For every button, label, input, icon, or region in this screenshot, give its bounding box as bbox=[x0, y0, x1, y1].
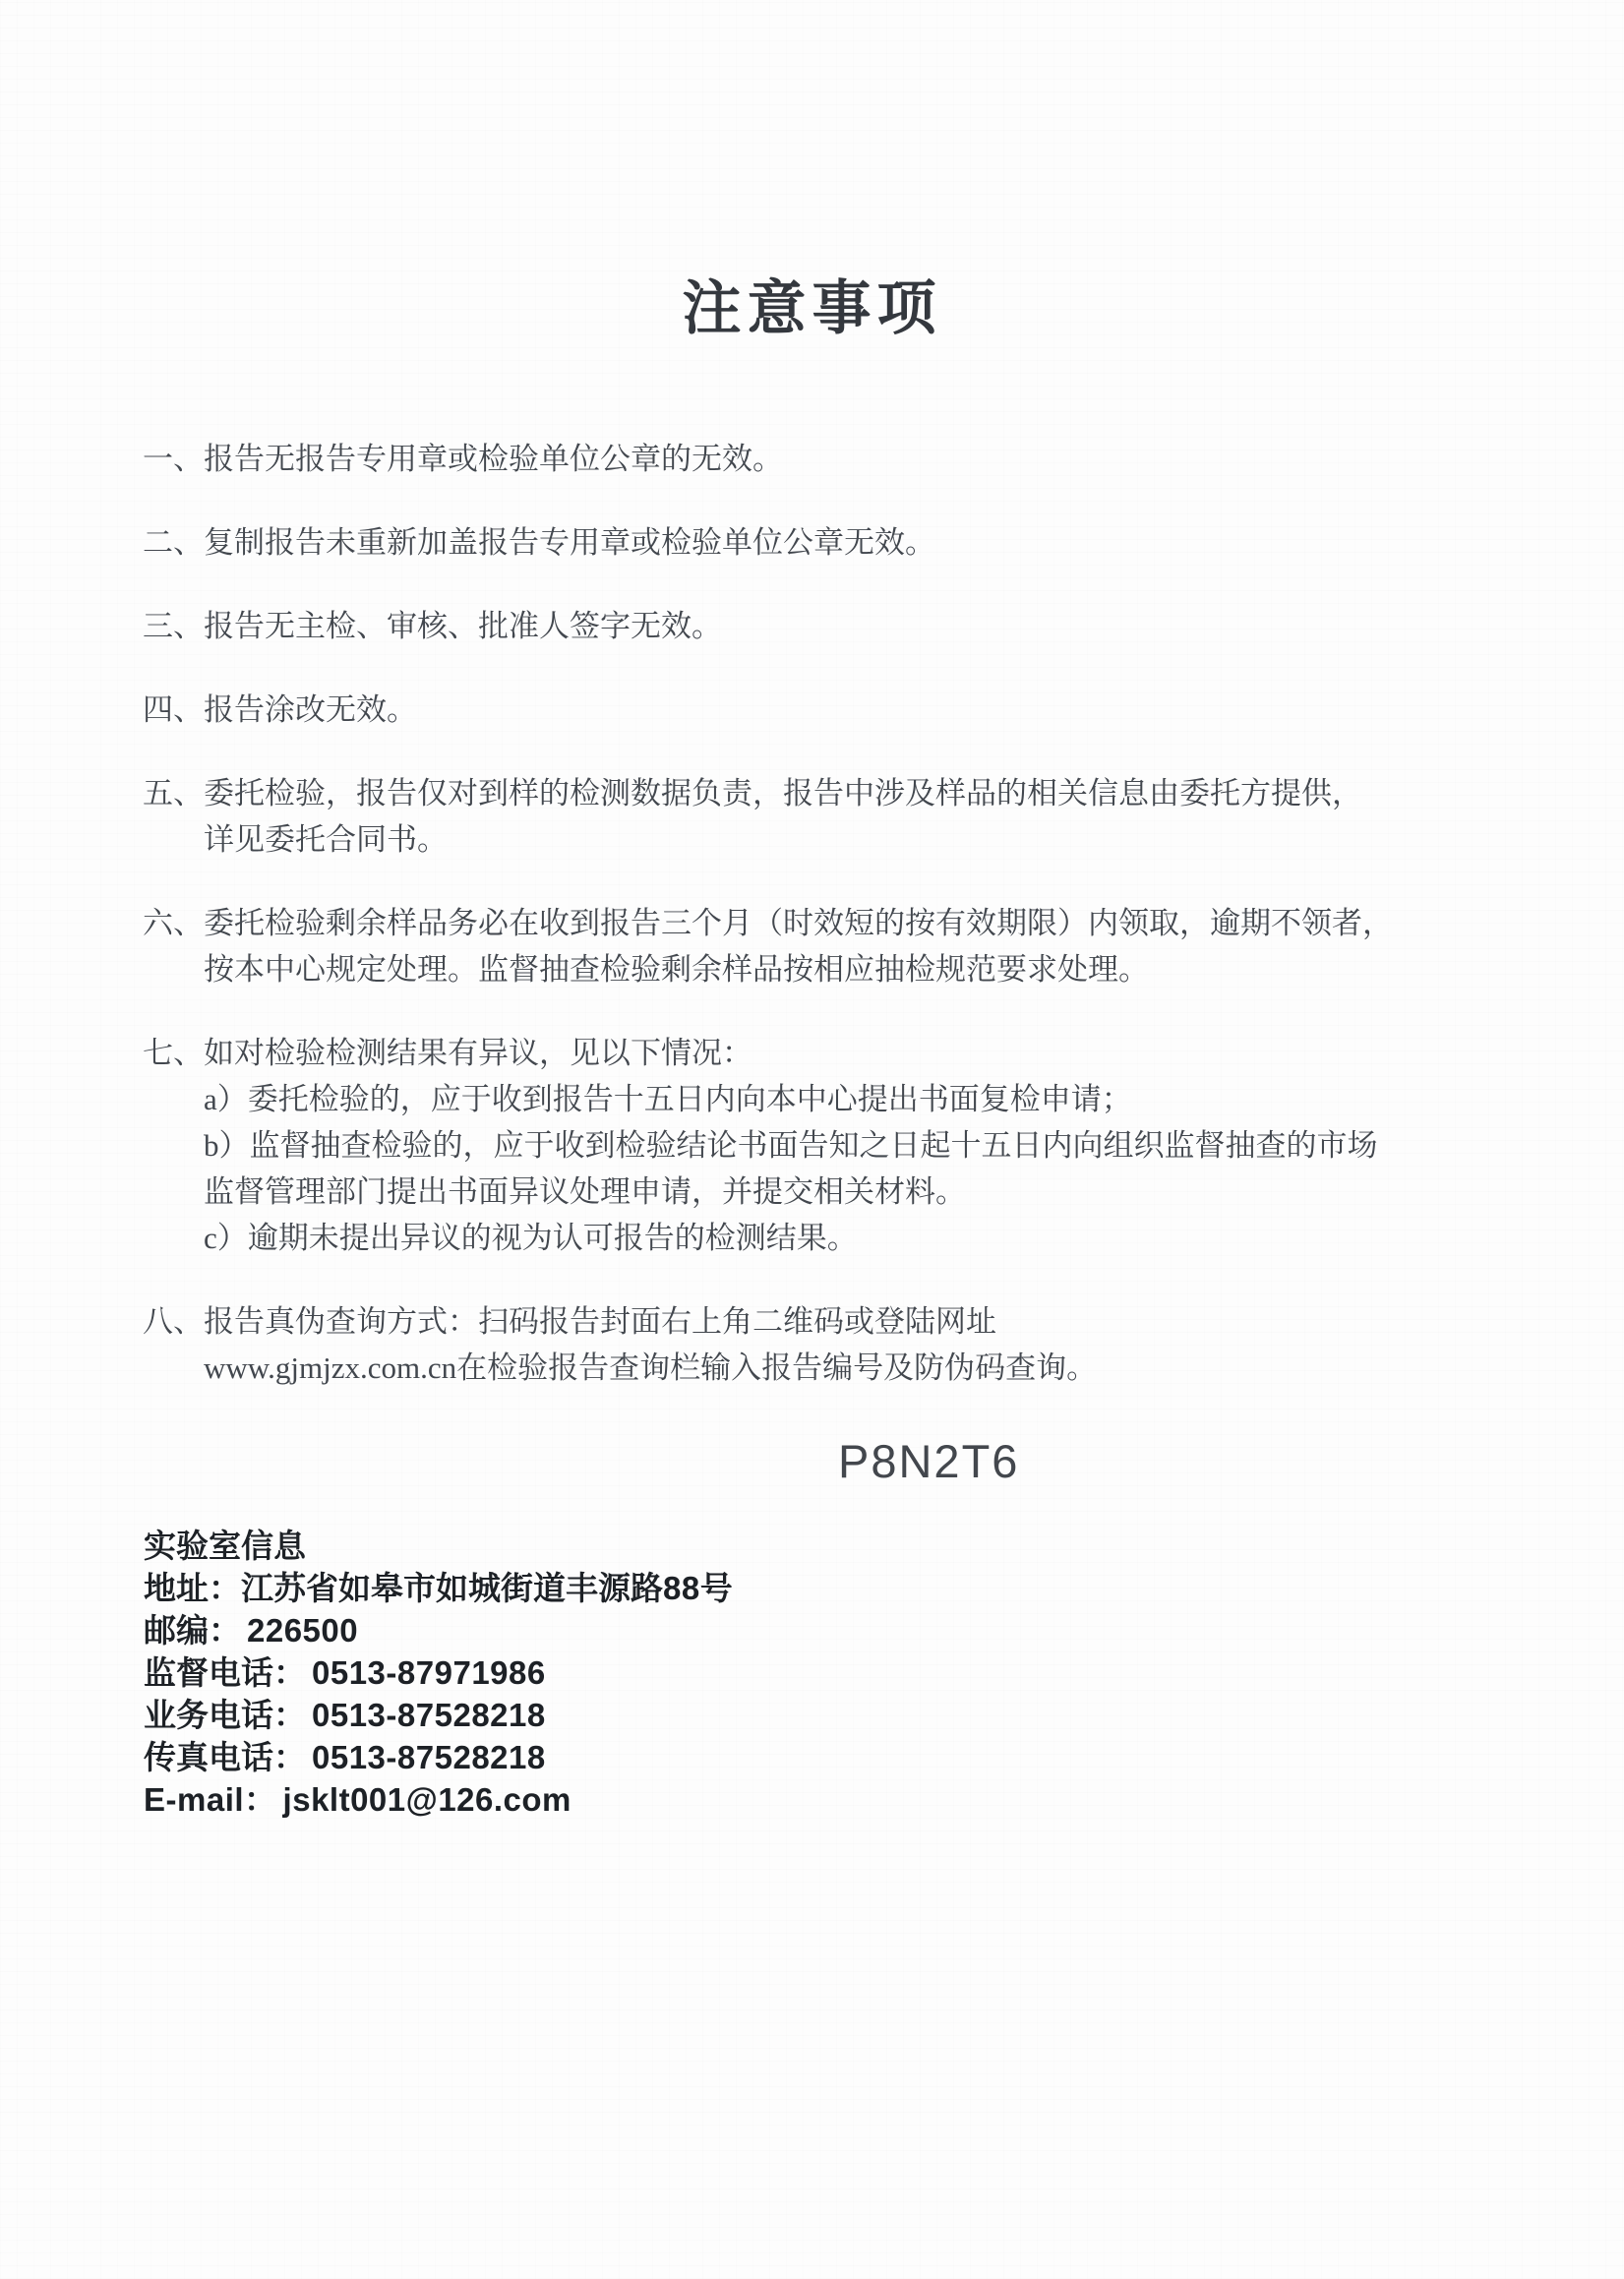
lab-address-label: 地址： bbox=[144, 1572, 241, 1607]
note-item-4 bbox=[143, 687, 1549, 733]
note-number: 五、 bbox=[143, 776, 204, 810]
lab-supervise-phone-label: 监督电话： bbox=[144, 1656, 306, 1692]
note-text: 委托检验剩余样品务必在收到报告三个月（时效短的按有效期限）内领取，逾期不领者， bbox=[204, 906, 1393, 940]
lab-business-phone-value: 0513-87528218 bbox=[312, 1697, 546, 1733]
lab-info-block bbox=[144, 1527, 733, 1822]
note-text: 委托检验，报告仅对到样的检测数据负责，报告中涉及样品的相关信息由委托方提供， bbox=[204, 776, 1362, 810]
note-text: 报告涂改无效。 bbox=[204, 692, 417, 727]
note-item-2 bbox=[143, 519, 1549, 566]
note-number: 一、 bbox=[143, 442, 204, 476]
note-item-3 bbox=[143, 603, 1549, 649]
note-text: 如对检验检测结果有异议，见以下情况： bbox=[204, 1036, 752, 1070]
page-title: 注意事项 bbox=[682, 275, 942, 341]
note-subitem-c: c）逾期未提出异议的视为认可报告的检测结果。 bbox=[204, 1221, 858, 1255]
note-verification-url: www.gjmjzx.com.cn在检验报告查询栏输入报告编号及防伪码查询。 bbox=[204, 1350, 1098, 1385]
note-item-6 bbox=[143, 900, 1549, 992]
note-subitem-a: a）委托检验的，应于收到报告十五日内向本中心提出书面复检申请； bbox=[204, 1082, 1132, 1116]
lab-fax-phone-row bbox=[144, 1737, 733, 1779]
lab-address-suffix: 号 bbox=[699, 1572, 733, 1607]
lab-email-value: jsklt001@126.com bbox=[282, 1781, 571, 1818]
note-number: 六、 bbox=[143, 906, 204, 940]
anti-counterfeit-code: P8N2T6 bbox=[838, 1435, 1020, 1487]
lab-address-row bbox=[144, 1568, 733, 1610]
note-text: 报告无报告专用章或检验单位公章的无效。 bbox=[204, 442, 783, 476]
note-text: 详见委托合同书。 bbox=[204, 822, 448, 857]
lab-postcode-value: 226500 bbox=[247, 1612, 359, 1649]
note-number: 八、 bbox=[143, 1304, 204, 1339]
lab-business-phone-row bbox=[144, 1695, 733, 1737]
lab-email-row bbox=[144, 1779, 733, 1822]
lab-supervise-phone-row bbox=[144, 1652, 733, 1695]
notes-list bbox=[143, 436, 1549, 1428]
lab-business-phone-label: 业务电话： bbox=[144, 1699, 306, 1734]
note-number: 二、 bbox=[143, 525, 204, 560]
note-item-7 bbox=[143, 1030, 1549, 1261]
lab-info-heading: 实验室信息 bbox=[144, 1529, 306, 1565]
note-subitem-b-continued: 监督管理部门提出书面异议处理申请，并提交相关材料。 bbox=[204, 1174, 966, 1209]
note-item-1 bbox=[143, 436, 1549, 482]
lab-address-text: 江苏省如皋市如城街道丰源路 bbox=[241, 1572, 663, 1607]
note-text: 报告真伪查询方式：扫码报告封面右上角二维码或登陆网址 bbox=[204, 1304, 996, 1339]
note-number: 七、 bbox=[143, 1036, 204, 1070]
lab-postcode-label: 邮编： bbox=[144, 1614, 241, 1649]
note-item-8 bbox=[143, 1298, 1549, 1391]
lab-address-number: 88 bbox=[663, 1570, 700, 1606]
lab-email-label: E-mail： bbox=[144, 1781, 277, 1818]
note-subitem-b: b）监督抽查检验的，应于收到检验结论书面告知之日起十五日内向组织监督抽查的市场 bbox=[204, 1128, 1378, 1163]
note-number: 三、 bbox=[143, 609, 204, 643]
lab-supervise-phone-value: 0513-87971986 bbox=[312, 1654, 546, 1691]
lab-fax-phone-label: 传真电话： bbox=[144, 1741, 306, 1776]
note-text: 复制报告未重新加盖报告专用章或检验单位公章无效。 bbox=[204, 525, 935, 560]
note-text: 按本中心规定处理。监督抽查检验剩余样品按相应抽检规范要求处理。 bbox=[204, 952, 1149, 987]
lab-postcode-row bbox=[144, 1610, 733, 1652]
lab-fax-phone-value: 0513-87528218 bbox=[312, 1739, 546, 1775]
note-number: 四、 bbox=[143, 692, 204, 727]
note-item-5 bbox=[143, 770, 1549, 863]
note-text: 报告无主检、审核、批准人签字无效。 bbox=[204, 609, 722, 643]
